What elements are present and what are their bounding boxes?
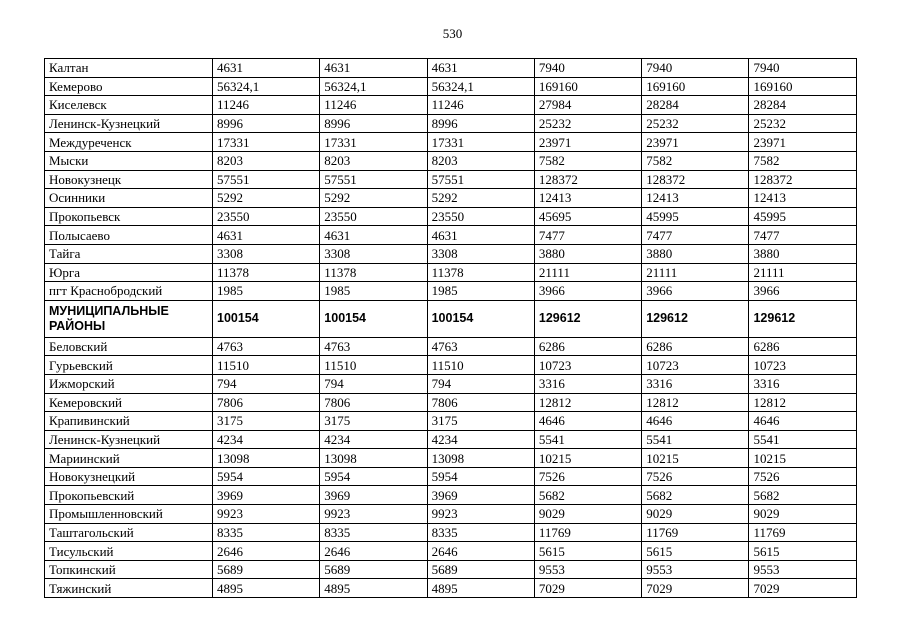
value-cell: 9029 [642, 505, 749, 524]
value-cell: 4646 [534, 412, 641, 431]
value-cell: 3308 [213, 244, 320, 263]
value-cell: 9923 [213, 505, 320, 524]
row-name-cell: Юрга [45, 263, 213, 282]
value-cell: 13098 [213, 449, 320, 468]
value-cell: 4234 [320, 430, 427, 449]
value-cell: 128372 [534, 170, 641, 189]
value-cell: 12413 [642, 189, 749, 208]
value-cell: 11510 [213, 356, 320, 375]
row-name-cell: Новокузнецк [45, 170, 213, 189]
value-cell: 7526 [642, 467, 749, 486]
row-name-cell: Тайга [45, 244, 213, 263]
value-cell: 23971 [534, 133, 641, 152]
value-cell: 5541 [534, 430, 641, 449]
value-cell: 3308 [320, 244, 427, 263]
value-cell: 4234 [213, 430, 320, 449]
value-cell: 17331 [213, 133, 320, 152]
value-cell: 3880 [642, 244, 749, 263]
value-cell: 5682 [534, 486, 641, 505]
row-name-cell: пгт Краснобродский [45, 282, 213, 301]
value-cell: 57551 [213, 170, 320, 189]
value-cell: 56324,1 [213, 77, 320, 96]
value-cell: 10215 [749, 449, 856, 468]
row-name-cell: Топкинский [45, 560, 213, 579]
value-cell: 1985 [320, 282, 427, 301]
value-cell: 2646 [320, 542, 427, 561]
value-cell: 25232 [534, 114, 641, 133]
value-cell: 3175 [320, 412, 427, 431]
table-row [45, 282, 857, 301]
value-cell: 1985 [213, 282, 320, 301]
value-cell: 4763 [427, 337, 534, 356]
value-cell: 7477 [534, 226, 641, 245]
value-cell: 5954 [213, 467, 320, 486]
value-cell: 11246 [320, 96, 427, 115]
value-cell: 4631 [427, 59, 534, 78]
value-cell: 17331 [320, 133, 427, 152]
value-cell: 11510 [427, 356, 534, 375]
value-cell: 1985 [427, 282, 534, 301]
value-cell: 25232 [642, 114, 749, 133]
value-cell: 11378 [320, 263, 427, 282]
value-cell: 3966 [534, 282, 641, 301]
value-cell: 8203 [427, 151, 534, 170]
table-row [45, 467, 857, 486]
row-name-cell: Гурьевский [45, 356, 213, 375]
value-cell: 128372 [642, 170, 749, 189]
value-cell: 11769 [642, 523, 749, 542]
value-cell: 12812 [642, 393, 749, 412]
value-cell: 129612 [534, 300, 641, 337]
value-cell: 56324,1 [320, 77, 427, 96]
value-cell: 129612 [642, 300, 749, 337]
value-cell: 9923 [427, 505, 534, 524]
table-body [45, 59, 857, 598]
value-cell: 12812 [749, 393, 856, 412]
value-cell: 25232 [749, 114, 856, 133]
value-cell: 4631 [213, 226, 320, 245]
value-cell: 4763 [320, 337, 427, 356]
value-cell: 5954 [320, 467, 427, 486]
value-cell: 7582 [534, 151, 641, 170]
value-cell: 11769 [749, 523, 856, 542]
row-name-cell: Осинники [45, 189, 213, 208]
table-row [45, 505, 857, 524]
value-cell: 3966 [749, 282, 856, 301]
value-cell: 7526 [749, 467, 856, 486]
value-cell: 100154 [213, 300, 320, 337]
value-cell: 5292 [320, 189, 427, 208]
value-cell: 57551 [427, 170, 534, 189]
value-cell: 8996 [320, 114, 427, 133]
value-cell: 3308 [427, 244, 534, 263]
table-row [45, 560, 857, 579]
row-name-cell: Ленинск-Кузнецкий [45, 430, 213, 449]
value-cell: 5615 [534, 542, 641, 561]
row-name-cell: Промышленновский [45, 505, 213, 524]
value-cell: 6286 [534, 337, 641, 356]
value-cell: 7029 [534, 579, 641, 598]
value-cell: 7940 [749, 59, 856, 78]
value-cell: 12413 [749, 189, 856, 208]
row-name-cell: Тисульский [45, 542, 213, 561]
value-cell: 8203 [213, 151, 320, 170]
value-cell: 5682 [749, 486, 856, 505]
value-cell: 6286 [749, 337, 856, 356]
value-cell: 5689 [320, 560, 427, 579]
table-row [45, 170, 857, 189]
value-cell: 169160 [749, 77, 856, 96]
value-cell: 23550 [320, 207, 427, 226]
value-cell: 9553 [749, 560, 856, 579]
value-cell: 7940 [642, 59, 749, 78]
value-cell: 100154 [427, 300, 534, 337]
value-cell: 23971 [749, 133, 856, 152]
value-cell: 3316 [749, 374, 856, 393]
value-cell: 11769 [534, 523, 641, 542]
table-row [45, 579, 857, 598]
value-cell: 9553 [642, 560, 749, 579]
table-row [45, 189, 857, 208]
row-name-cell: Ленинск-Кузнецкий [45, 114, 213, 133]
row-name-cell: Крапивинский [45, 412, 213, 431]
table-row [45, 114, 857, 133]
table-row [45, 337, 857, 356]
section-row [45, 300, 857, 337]
value-cell: 8335 [213, 523, 320, 542]
value-cell: 21111 [642, 263, 749, 282]
value-cell: 7582 [642, 151, 749, 170]
value-cell: 28284 [749, 96, 856, 115]
value-cell: 4631 [213, 59, 320, 78]
value-cell: 6286 [642, 337, 749, 356]
value-cell: 7940 [534, 59, 641, 78]
value-cell: 9923 [320, 505, 427, 524]
value-cell: 7806 [213, 393, 320, 412]
value-cell: 4234 [427, 430, 534, 449]
value-cell: 5682 [642, 486, 749, 505]
value-cell: 3969 [213, 486, 320, 505]
value-cell: 10723 [749, 356, 856, 375]
row-name-cell: Киселевск [45, 96, 213, 115]
value-cell: 11378 [213, 263, 320, 282]
value-cell: 13098 [320, 449, 427, 468]
value-cell: 129612 [749, 300, 856, 337]
value-cell: 3880 [534, 244, 641, 263]
table-row [45, 374, 857, 393]
value-cell: 28284 [642, 96, 749, 115]
value-cell: 4895 [320, 579, 427, 598]
value-cell: 7029 [749, 579, 856, 598]
value-cell: 10723 [534, 356, 641, 375]
value-cell: 5615 [749, 542, 856, 561]
table-row [45, 393, 857, 412]
table-row [45, 151, 857, 170]
value-cell: 4631 [320, 226, 427, 245]
row-name-cell: Мыски [45, 151, 213, 170]
value-cell: 3880 [749, 244, 856, 263]
table-row [45, 412, 857, 431]
table-row [45, 486, 857, 505]
value-cell: 5954 [427, 467, 534, 486]
value-cell: 10723 [642, 356, 749, 375]
value-cell: 21111 [749, 263, 856, 282]
value-cell: 12812 [534, 393, 641, 412]
value-cell: 5689 [427, 560, 534, 579]
value-cell: 3966 [642, 282, 749, 301]
value-cell: 7029 [642, 579, 749, 598]
value-cell: 23550 [427, 207, 534, 226]
row-name-cell: Междуреченск [45, 133, 213, 152]
value-cell: 13098 [427, 449, 534, 468]
value-cell: 794 [213, 374, 320, 393]
value-cell: 23550 [213, 207, 320, 226]
value-cell: 169160 [642, 77, 749, 96]
value-cell: 5615 [642, 542, 749, 561]
row-name-cell: Полысаево [45, 226, 213, 245]
data-table [44, 58, 857, 598]
value-cell: 7806 [427, 393, 534, 412]
value-cell: 128372 [749, 170, 856, 189]
table-row [45, 263, 857, 282]
value-cell: 7526 [534, 467, 641, 486]
value-cell: 11378 [427, 263, 534, 282]
value-cell: 4646 [642, 412, 749, 431]
row-name-cell: Калтан [45, 59, 213, 78]
value-cell: 2646 [427, 542, 534, 561]
value-cell: 8996 [427, 114, 534, 133]
value-cell: 21111 [534, 263, 641, 282]
row-name-cell: Тяжинский [45, 579, 213, 598]
value-cell: 3316 [642, 374, 749, 393]
row-name-cell: МУНИЦИПАЛЬНЫЕ РАЙОНЫ [45, 300, 213, 337]
value-cell: 45995 [749, 207, 856, 226]
table-row [45, 96, 857, 115]
table-row [45, 430, 857, 449]
table-row [45, 226, 857, 245]
value-cell: 4631 [320, 59, 427, 78]
value-cell: 3969 [427, 486, 534, 505]
value-cell: 5292 [427, 189, 534, 208]
value-cell: 5541 [749, 430, 856, 449]
value-cell: 169160 [534, 77, 641, 96]
value-cell: 3969 [320, 486, 427, 505]
value-cell: 57551 [320, 170, 427, 189]
row-name-cell: Таштагольский [45, 523, 213, 542]
value-cell: 100154 [320, 300, 427, 337]
value-cell: 10215 [642, 449, 749, 468]
row-name-cell: Новокузнецкий [45, 467, 213, 486]
value-cell: 9029 [749, 505, 856, 524]
value-cell: 11246 [213, 96, 320, 115]
value-cell: 12413 [534, 189, 641, 208]
row-name-cell: Мариинский [45, 449, 213, 468]
value-cell: 7582 [749, 151, 856, 170]
value-cell: 4895 [427, 579, 534, 598]
table-row [45, 356, 857, 375]
value-cell: 3175 [427, 412, 534, 431]
value-cell: 45995 [642, 207, 749, 226]
row-name-cell: Ижморский [45, 374, 213, 393]
table-row [45, 523, 857, 542]
value-cell: 23971 [642, 133, 749, 152]
value-cell: 3316 [534, 374, 641, 393]
value-cell: 5292 [213, 189, 320, 208]
row-name-cell: Кемерово [45, 77, 213, 96]
value-cell: 56324,1 [427, 77, 534, 96]
table-row [45, 133, 857, 152]
table-row [45, 449, 857, 468]
value-cell: 10215 [534, 449, 641, 468]
row-name-cell: Прокопьевский [45, 486, 213, 505]
value-cell: 17331 [427, 133, 534, 152]
value-cell: 2646 [213, 542, 320, 561]
value-cell: 27984 [534, 96, 641, 115]
value-cell: 7477 [749, 226, 856, 245]
value-cell: 9029 [534, 505, 641, 524]
table-row [45, 244, 857, 263]
table-row [45, 207, 857, 226]
table-row [45, 59, 857, 78]
value-cell: 794 [427, 374, 534, 393]
value-cell: 11510 [320, 356, 427, 375]
value-cell: 7477 [642, 226, 749, 245]
value-cell: 794 [320, 374, 427, 393]
value-cell: 5541 [642, 430, 749, 449]
row-name-cell: Кемеровский [45, 393, 213, 412]
value-cell: 4631 [427, 226, 534, 245]
row-name-cell: Прокопьевск [45, 207, 213, 226]
value-cell: 5689 [213, 560, 320, 579]
value-cell: 8335 [320, 523, 427, 542]
value-cell: 11246 [427, 96, 534, 115]
value-cell: 4763 [213, 337, 320, 356]
value-cell: 45695 [534, 207, 641, 226]
page-number: 530 [442, 26, 463, 41]
value-cell: 4895 [213, 579, 320, 598]
table-row [45, 77, 857, 96]
row-name-cell: Беловский [45, 337, 213, 356]
value-cell: 4646 [749, 412, 856, 431]
value-cell: 8335 [427, 523, 534, 542]
value-cell: 7806 [320, 393, 427, 412]
table-row [45, 542, 857, 561]
value-cell: 9553 [534, 560, 641, 579]
value-cell: 3175 [213, 412, 320, 431]
value-cell: 8996 [213, 114, 320, 133]
value-cell: 8203 [320, 151, 427, 170]
